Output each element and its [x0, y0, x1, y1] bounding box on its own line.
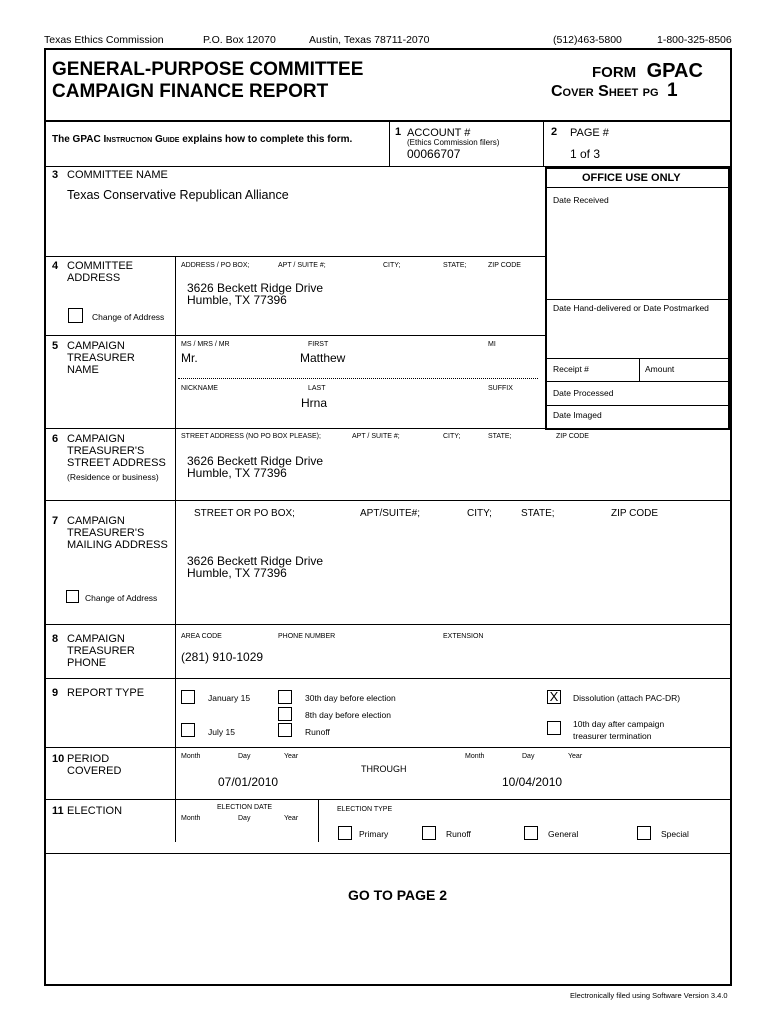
- committee-name-field[interactable]: Texas Conservative Republican Alliance: [67, 188, 289, 202]
- dissolution-checkbox[interactable]: X: [547, 690, 561, 704]
- divider: [44, 799, 732, 800]
- date-received-label: Date Received: [553, 195, 609, 205]
- divider: [389, 121, 390, 167]
- treasurer-name-label1: CAMPAIGN: [67, 340, 125, 352]
- divider: [639, 358, 640, 381]
- date-hand-label: Date Hand-delivered or Date Postmarked: [553, 303, 709, 313]
- cover-page-number: 1: [666, 80, 678, 101]
- page-label: PAGE #: [570, 127, 609, 139]
- po-box: P.O. Box 12070: [203, 34, 276, 46]
- account-label: ACCOUNT #: [407, 127, 471, 139]
- divider: [44, 678, 732, 679]
- period-from-year-hdr: Year: [284, 753, 299, 760]
- treasurer-title-field[interactable]: Mr.: [181, 351, 198, 365]
- election-day-hdr: Day: [238, 815, 251, 822]
- day10-label1: 10th day after campaign: [573, 719, 665, 729]
- election-month-hdr: Month: [181, 815, 201, 822]
- guide-text-instruction: Instruction Guide: [103, 134, 180, 145]
- cover-sheet: [551, 80, 678, 102]
- account-num: 1: [395, 126, 402, 138]
- divider: [44, 120, 732, 122]
- form-code-text: GPAC: [646, 60, 703, 82]
- treasurer-first-field[interactable]: Matthew: [300, 351, 346, 365]
- city-line: Austin, Texas 78711-2070: [309, 34, 430, 46]
- guide-text-pre: The GPAC: [52, 134, 101, 145]
- committee-address-line2[interactable]: Humble, TX 77396: [187, 293, 287, 307]
- divider: [545, 299, 730, 300]
- hdr-nickname: NICKNAME: [181, 385, 218, 392]
- period-from-field[interactable]: 07/01/2010: [218, 775, 279, 789]
- account-sub: (Ethics Commission filers): [407, 138, 500, 147]
- election-year-hdr: Year: [284, 815, 299, 822]
- phone-label2: TREASURER: [67, 645, 135, 657]
- period-num: 10: [52, 753, 65, 765]
- divider: [44, 624, 732, 625]
- election-runoff-checkbox[interactable]: [422, 826, 436, 840]
- divider: [543, 121, 544, 167]
- treasurer-name-num: 5: [52, 340, 59, 352]
- mailing-address-label3: MAILING ADDRESS: [67, 539, 168, 551]
- hdr-area: AREA CODE: [181, 633, 222, 640]
- hdr-phone: PHONE NUMBER: [278, 633, 336, 640]
- general-checkbox[interactable]: [524, 826, 538, 840]
- divider: [545, 381, 730, 382]
- hdr-city7: CITY;: [467, 508, 492, 519]
- mailing-address-line1[interactable]: 3626 Beckett Ridge Drive: [187, 554, 324, 568]
- phone-field[interactable]: (281) 910-1029: [181, 650, 264, 664]
- day30-label: 30th day before election: [305, 693, 396, 703]
- special-label: Special: [661, 829, 689, 839]
- mailing-address-label1: CAMPAIGN: [67, 515, 125, 527]
- hdr-state7: STATE;: [521, 508, 555, 519]
- date-imaged-label: Date Imaged: [553, 410, 602, 420]
- hdr-zip: ZIP CODE: [488, 262, 521, 269]
- general-label: General: [548, 829, 579, 839]
- receipt-label: Receipt #: [553, 364, 589, 374]
- jan15-label: January 15: [208, 693, 251, 703]
- committee-name-num: 3: [52, 169, 59, 181]
- period-to-field[interactable]: 10/04/2010: [502, 775, 563, 789]
- org-name: Texas Ethics Commission: [44, 34, 164, 46]
- change-of-address-label: Change of Address: [92, 312, 165, 322]
- period-to-year-hdr: Year: [568, 753, 583, 760]
- go-to-page-2: GO TO PAGE 2: [348, 887, 448, 903]
- period-to-day-hdr: Day: [522, 753, 535, 760]
- committee-address-label2: ADDRESS: [67, 272, 121, 284]
- hdr-apt7: APT/SUITE#;: [360, 508, 421, 519]
- page-field[interactable]: 1 of 3: [570, 147, 601, 161]
- period-from-day-hdr: Day: [238, 753, 251, 760]
- form-word: FORM: [592, 64, 637, 81]
- committee-name-label: COMMITTEE NAME: [67, 169, 168, 181]
- divider: [175, 256, 176, 842]
- phone-num: 8: [52, 633, 59, 645]
- amount-label: Amount: [645, 364, 675, 374]
- hdr-state6: STATE;: [488, 433, 512, 440]
- hdr-apt: APT / SUITE #;: [278, 262, 326, 269]
- street-address-label3: STREET ADDRESS: [67, 457, 166, 469]
- hdr-state: STATE;: [443, 262, 467, 269]
- mailing-address-line2[interactable]: Humble, TX 77396: [187, 566, 287, 580]
- divider: [44, 428, 732, 429]
- street-address-num: 6: [52, 433, 59, 445]
- special-checkbox[interactable]: [637, 826, 651, 840]
- treasurer-name-label3: NAME: [67, 364, 99, 376]
- hdr-city: CITY;: [383, 262, 401, 269]
- divider: [44, 335, 545, 336]
- divider: [545, 358, 730, 359]
- committee-address-label1: COMMITTEE: [67, 260, 133, 272]
- jul15-checkbox[interactable]: [181, 723, 195, 737]
- hdr-suffix: SUFFIX: [488, 385, 513, 392]
- hdr-street: STREET ADDRESS (NO PO BOX PLEASE);: [181, 433, 321, 440]
- period-to-month-hdr: Month: [465, 753, 485, 760]
- period-from-month-hdr: Month: [181, 753, 201, 760]
- phone-local: (512)463-5800: [553, 34, 622, 46]
- office-use-title: OFFICE USE ONLY: [582, 172, 681, 184]
- phone-label3: PHONE: [67, 657, 107, 669]
- footer-note: Electronically filed using Software Version 3.4.0: [570, 991, 728, 1000]
- jan15-checkbox[interactable]: [181, 690, 195, 704]
- runoff-checkbox[interactable]: [278, 723, 292, 737]
- hdr-title: MS / MRS / MR: [181, 341, 230, 348]
- primary-label: Primary: [359, 829, 389, 839]
- day10-checkbox[interactable]: [547, 721, 561, 735]
- page-num: 2: [551, 126, 558, 138]
- day10-label2: treasurer termination: [573, 731, 652, 741]
- street-address-label4: (Residence or business): [67, 472, 159, 482]
- period-label2: COVERED: [67, 765, 122, 777]
- guide-text: [52, 134, 352, 145]
- day8-checkbox[interactable]: [278, 707, 292, 721]
- mailing-address-label2: TREASURER'S: [67, 527, 145, 539]
- committee-address-line1[interactable]: 3626 Beckett Ridge Drive: [187, 281, 324, 295]
- election-runoff-label: Runoff: [446, 829, 471, 839]
- divider: [318, 799, 319, 842]
- mailing-address-num: 7: [52, 515, 59, 527]
- street-address-line2[interactable]: Humble, TX 77396: [187, 466, 287, 480]
- treasurer-name-label2: TREASURER: [67, 352, 135, 364]
- mailing-change-of-address-label: Change of Address: [85, 593, 158, 603]
- hdr-street7: STREET OR PO BOX;: [194, 508, 295, 519]
- treasurer-last-field[interactable]: Hrna: [301, 396, 328, 410]
- mailing-change-of-address-checkbox[interactable]: [66, 590, 79, 603]
- phone-label1: CAMPAIGN: [67, 633, 125, 645]
- hdr-first: FIRST: [308, 341, 329, 348]
- day8-label: 8th day before election: [305, 710, 392, 720]
- divider: [44, 256, 545, 257]
- cover-sheet-label: Cover Sheet pg: [551, 83, 659, 100]
- phone-tollfree: 1-800-325-8506: [657, 34, 732, 46]
- report-type-num: 9: [52, 687, 59, 699]
- hdr-last: LAST: [308, 385, 326, 392]
- through-label: THROUGH: [361, 764, 407, 774]
- divider: [545, 405, 730, 406]
- change-of-address-checkbox[interactable]: [68, 308, 83, 323]
- election-num: 11: [52, 805, 64, 817]
- day30-checkbox[interactable]: [278, 690, 292, 704]
- hdr-address: ADDRESS / PO BOX;: [181, 262, 250, 269]
- committee-address-num: 4: [52, 260, 59, 272]
- divider: [44, 853, 732, 854]
- election-label: ELECTION: [67, 805, 123, 817]
- election-date-hdr: ELECTION DATE: [217, 804, 273, 811]
- primary-checkbox[interactable]: [338, 826, 352, 840]
- hdr-ext: EXTENSION: [443, 633, 484, 640]
- divider: [545, 187, 730, 188]
- divider: [44, 500, 732, 501]
- street-address-label2: TREASURER'S: [67, 445, 145, 457]
- guide-text-post: explains how to complete this form.: [182, 134, 353, 145]
- divider: [44, 747, 732, 748]
- hdr-zip6: ZIP CODE: [556, 433, 589, 440]
- hdr-zip7: ZIP CODE: [611, 508, 659, 519]
- street-address-line1[interactable]: 3626 Beckett Ridge Drive: [187, 454, 324, 468]
- runoff-label: Runoff: [305, 727, 330, 737]
- hdr-apt6: APT / SUITE #;: [352, 433, 400, 440]
- hdr-mi: MI: [488, 341, 496, 348]
- account-number-field[interactable]: 00066707: [407, 147, 461, 161]
- divider-dotted: [178, 378, 538, 379]
- dissolution-label: Dissolution (attach PAC-DR): [573, 693, 681, 703]
- period-label1: PERIOD: [67, 753, 110, 765]
- election-type-hdr: ELECTION TYPE: [337, 806, 393, 813]
- street-address-label1: CAMPAIGN: [67, 433, 125, 445]
- form-title-line1: GENERAL-PURPOSE COMMITTEE: [52, 59, 364, 80]
- form-title-line2: CAMPAIGN FINANCE REPORT: [52, 81, 329, 102]
- hdr-city6: CITY;: [443, 433, 461, 440]
- jul15-label: July 15: [208, 727, 235, 737]
- date-processed-label: Date Processed: [553, 388, 614, 398]
- report-type-label: REPORT TYPE: [67, 687, 145, 699]
